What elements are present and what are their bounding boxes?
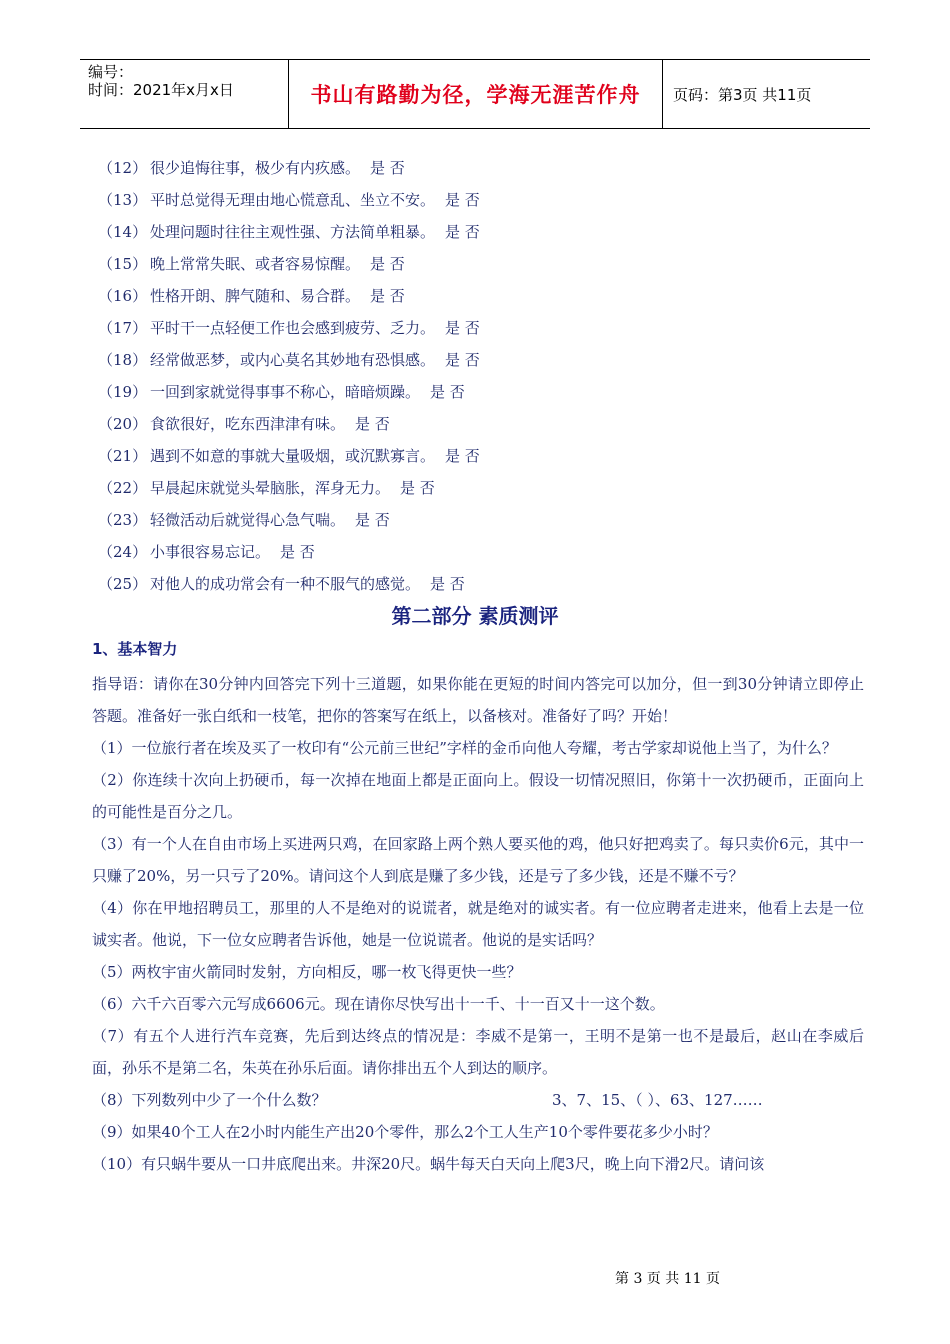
question-8 bbox=[92, 1084, 864, 1116]
item-options: 是 否 bbox=[355, 415, 390, 433]
questionnaire-items bbox=[98, 156, 480, 604]
item-text: 食欲很好，吃东西津津有味。 bbox=[150, 415, 346, 433]
item-text: 处理问题时往往主观性强、方法简单粗暴。 bbox=[150, 223, 436, 241]
question-9: （9）如果40个工人在2小时内能生产出20个零件，那么2个工人生产10个零件要花多少小时？ bbox=[92, 1123, 718, 1141]
list-item bbox=[98, 508, 480, 540]
item-text: 性格开朗、脾气随和、易合群。 bbox=[150, 287, 361, 305]
item-options: 是 否 bbox=[445, 319, 480, 337]
list-item bbox=[98, 380, 480, 412]
item-number: （14） bbox=[98, 223, 148, 241]
question-6: （6）六千六百零六元写成6606元。现在请你尽快写出十一千、十一百又十一这个数。 bbox=[92, 995, 665, 1013]
item-options: 是 否 bbox=[445, 447, 480, 465]
item-number: （25） bbox=[98, 575, 148, 593]
item-text: 平时总觉得无理由地心慌意乱、坐立不安。 bbox=[150, 191, 436, 209]
item-number: （15） bbox=[98, 255, 148, 273]
item-text: 对他人的成功常会有一种不服气的感觉。 bbox=[150, 575, 421, 593]
list-item bbox=[98, 476, 480, 508]
item-number: （18） bbox=[98, 351, 148, 369]
question-1: （1）一位旅行者在埃及买了一枚印有“公元前三世纪”字样的金币向他人夸耀，考古学家却说他上当了，为什么？ bbox=[92, 739, 837, 757]
item-options: 是 否 bbox=[430, 383, 465, 401]
item-number: （16） bbox=[98, 287, 148, 305]
item-options: 是 否 bbox=[445, 191, 480, 209]
item-number: （24） bbox=[98, 543, 148, 561]
item-options: 是 否 bbox=[400, 479, 435, 497]
header-time-label: 时间：2021年x月x日 bbox=[88, 81, 234, 99]
item-options: 是 否 bbox=[370, 255, 405, 273]
item-options: 是 否 bbox=[355, 511, 390, 529]
question-body bbox=[92, 668, 864, 1180]
item-number: （12） bbox=[98, 159, 148, 177]
item-text: 经常做恶梦，或内心莫名其妙地有恐惧感。 bbox=[150, 351, 436, 369]
item-text: 平时干一点轻便工作也会感到疲劳、乏力。 bbox=[150, 319, 436, 337]
item-text: 早晨起床就觉头晕脑胀，浑身无力。 bbox=[150, 479, 391, 497]
list-item bbox=[98, 156, 480, 188]
header-page-code: 页码：第3页 共11页 bbox=[673, 85, 812, 104]
question-5: （5）两枚宇宙火箭同时发射，方向相反，哪一枚飞得更快一些？ bbox=[92, 963, 522, 981]
item-text: 晚上常常失眠、或者容易惊醒。 bbox=[150, 255, 361, 273]
item-options: 是 否 bbox=[445, 351, 480, 369]
question-7: （7）有五个人进行汽车竞赛，先后到达终点的情况是：李威不是第一，王明不是第一也不是最后，赵山在李威后面，孙乐不是第二名，朱英在孙乐后面。请你排出五个人到达的顺序。 bbox=[92, 1027, 864, 1077]
page-header bbox=[80, 59, 870, 129]
list-item bbox=[98, 316, 480, 348]
item-number: （21） bbox=[98, 447, 148, 465]
question-4: （4）你在甲地招聘员工，那里的人不是绝对的说谎者，就是绝对的诚实者。有一位应聘者走进来，他看上去是一位诚实者。他说，下一位女应聘者告诉他，她是一位说谎者。他说的是实话吗？ bbox=[92, 899, 864, 949]
header-number-label: 编号： bbox=[88, 63, 134, 81]
list-item bbox=[98, 348, 480, 380]
item-number: （13） bbox=[98, 191, 148, 209]
item-options: 是 否 bbox=[280, 543, 315, 561]
header-info bbox=[80, 60, 289, 128]
item-options: 是 否 bbox=[445, 223, 480, 241]
item-number: （17） bbox=[98, 319, 148, 337]
list-item bbox=[98, 220, 480, 252]
page-footer: 第 3 页 共 11 页 bbox=[615, 1271, 720, 1287]
guide-paragraph: 指导语：请你在30分钟内回答完下列十三道题，如果你能在更短的时间内答完可以加分，但一到30分钟请立即停止答题。准备好一张白纸和一枝笔，把你的答案写在纸上，以备核对。准备好了吗？开始！ bbox=[92, 675, 864, 725]
item-text: 一回到家就觉得事事不称心，暗暗烦躁。 bbox=[150, 383, 421, 401]
item-options: 是 否 bbox=[370, 287, 405, 305]
question-10: （10）有只蜗牛要从一口井底爬出来。井深20尺。蜗牛每天白天向上爬3尺，晚上向下滑2尺。请问该 bbox=[92, 1155, 765, 1173]
item-text: 遇到不如意的事就大量吸烟，或沉默寡言。 bbox=[150, 447, 436, 465]
item-text: 轻微活动后就觉得心急气喘。 bbox=[150, 511, 346, 529]
item-number: （19） bbox=[98, 383, 148, 401]
item-text: 小事很容易忘记。 bbox=[150, 543, 271, 561]
question-3: （3）有一个人在自由市场上买进两只鸡，在回家路上两个熟人要买他的鸡，他只好把鸡卖了。每只卖价6元，其中一只赚了20%，另一只亏了20%。请问这个人到底是赚了多少钱，还是亏了多少钱，还是不赚不亏？ bbox=[92, 835, 864, 885]
item-number: （20） bbox=[98, 415, 148, 433]
list-item bbox=[98, 444, 480, 476]
item-options: 是 否 bbox=[430, 575, 465, 593]
list-item bbox=[98, 284, 480, 316]
section-title: 第二部分 素质测评 bbox=[391, 604, 559, 628]
question-8-text: （8）下列数列中少了一个什么数？ bbox=[92, 1091, 327, 1109]
header-motto: 书山有路勤为径，学海无涯苦作舟 bbox=[289, 60, 663, 128]
list-item bbox=[98, 412, 480, 444]
sub-title: 1、基本智力 bbox=[92, 640, 178, 658]
question-8-sequence: 3、7、15、（ ）、63、127…… bbox=[552, 1091, 763, 1109]
list-item bbox=[98, 252, 480, 284]
item-text: 很少追悔往事，极少有内疚感。 bbox=[150, 159, 361, 177]
item-options: 是 否 bbox=[370, 159, 405, 177]
list-item bbox=[98, 188, 480, 220]
list-item bbox=[98, 540, 480, 572]
question-2: （2）你连续十次向上扔硬币，每一次掉在地面上都是正面向上。假设一切情况照旧，你第十一次扔硬币，正面向上的可能性是百分之几。 bbox=[92, 771, 864, 821]
item-number: （22） bbox=[98, 479, 148, 497]
item-number: （23） bbox=[98, 511, 148, 529]
